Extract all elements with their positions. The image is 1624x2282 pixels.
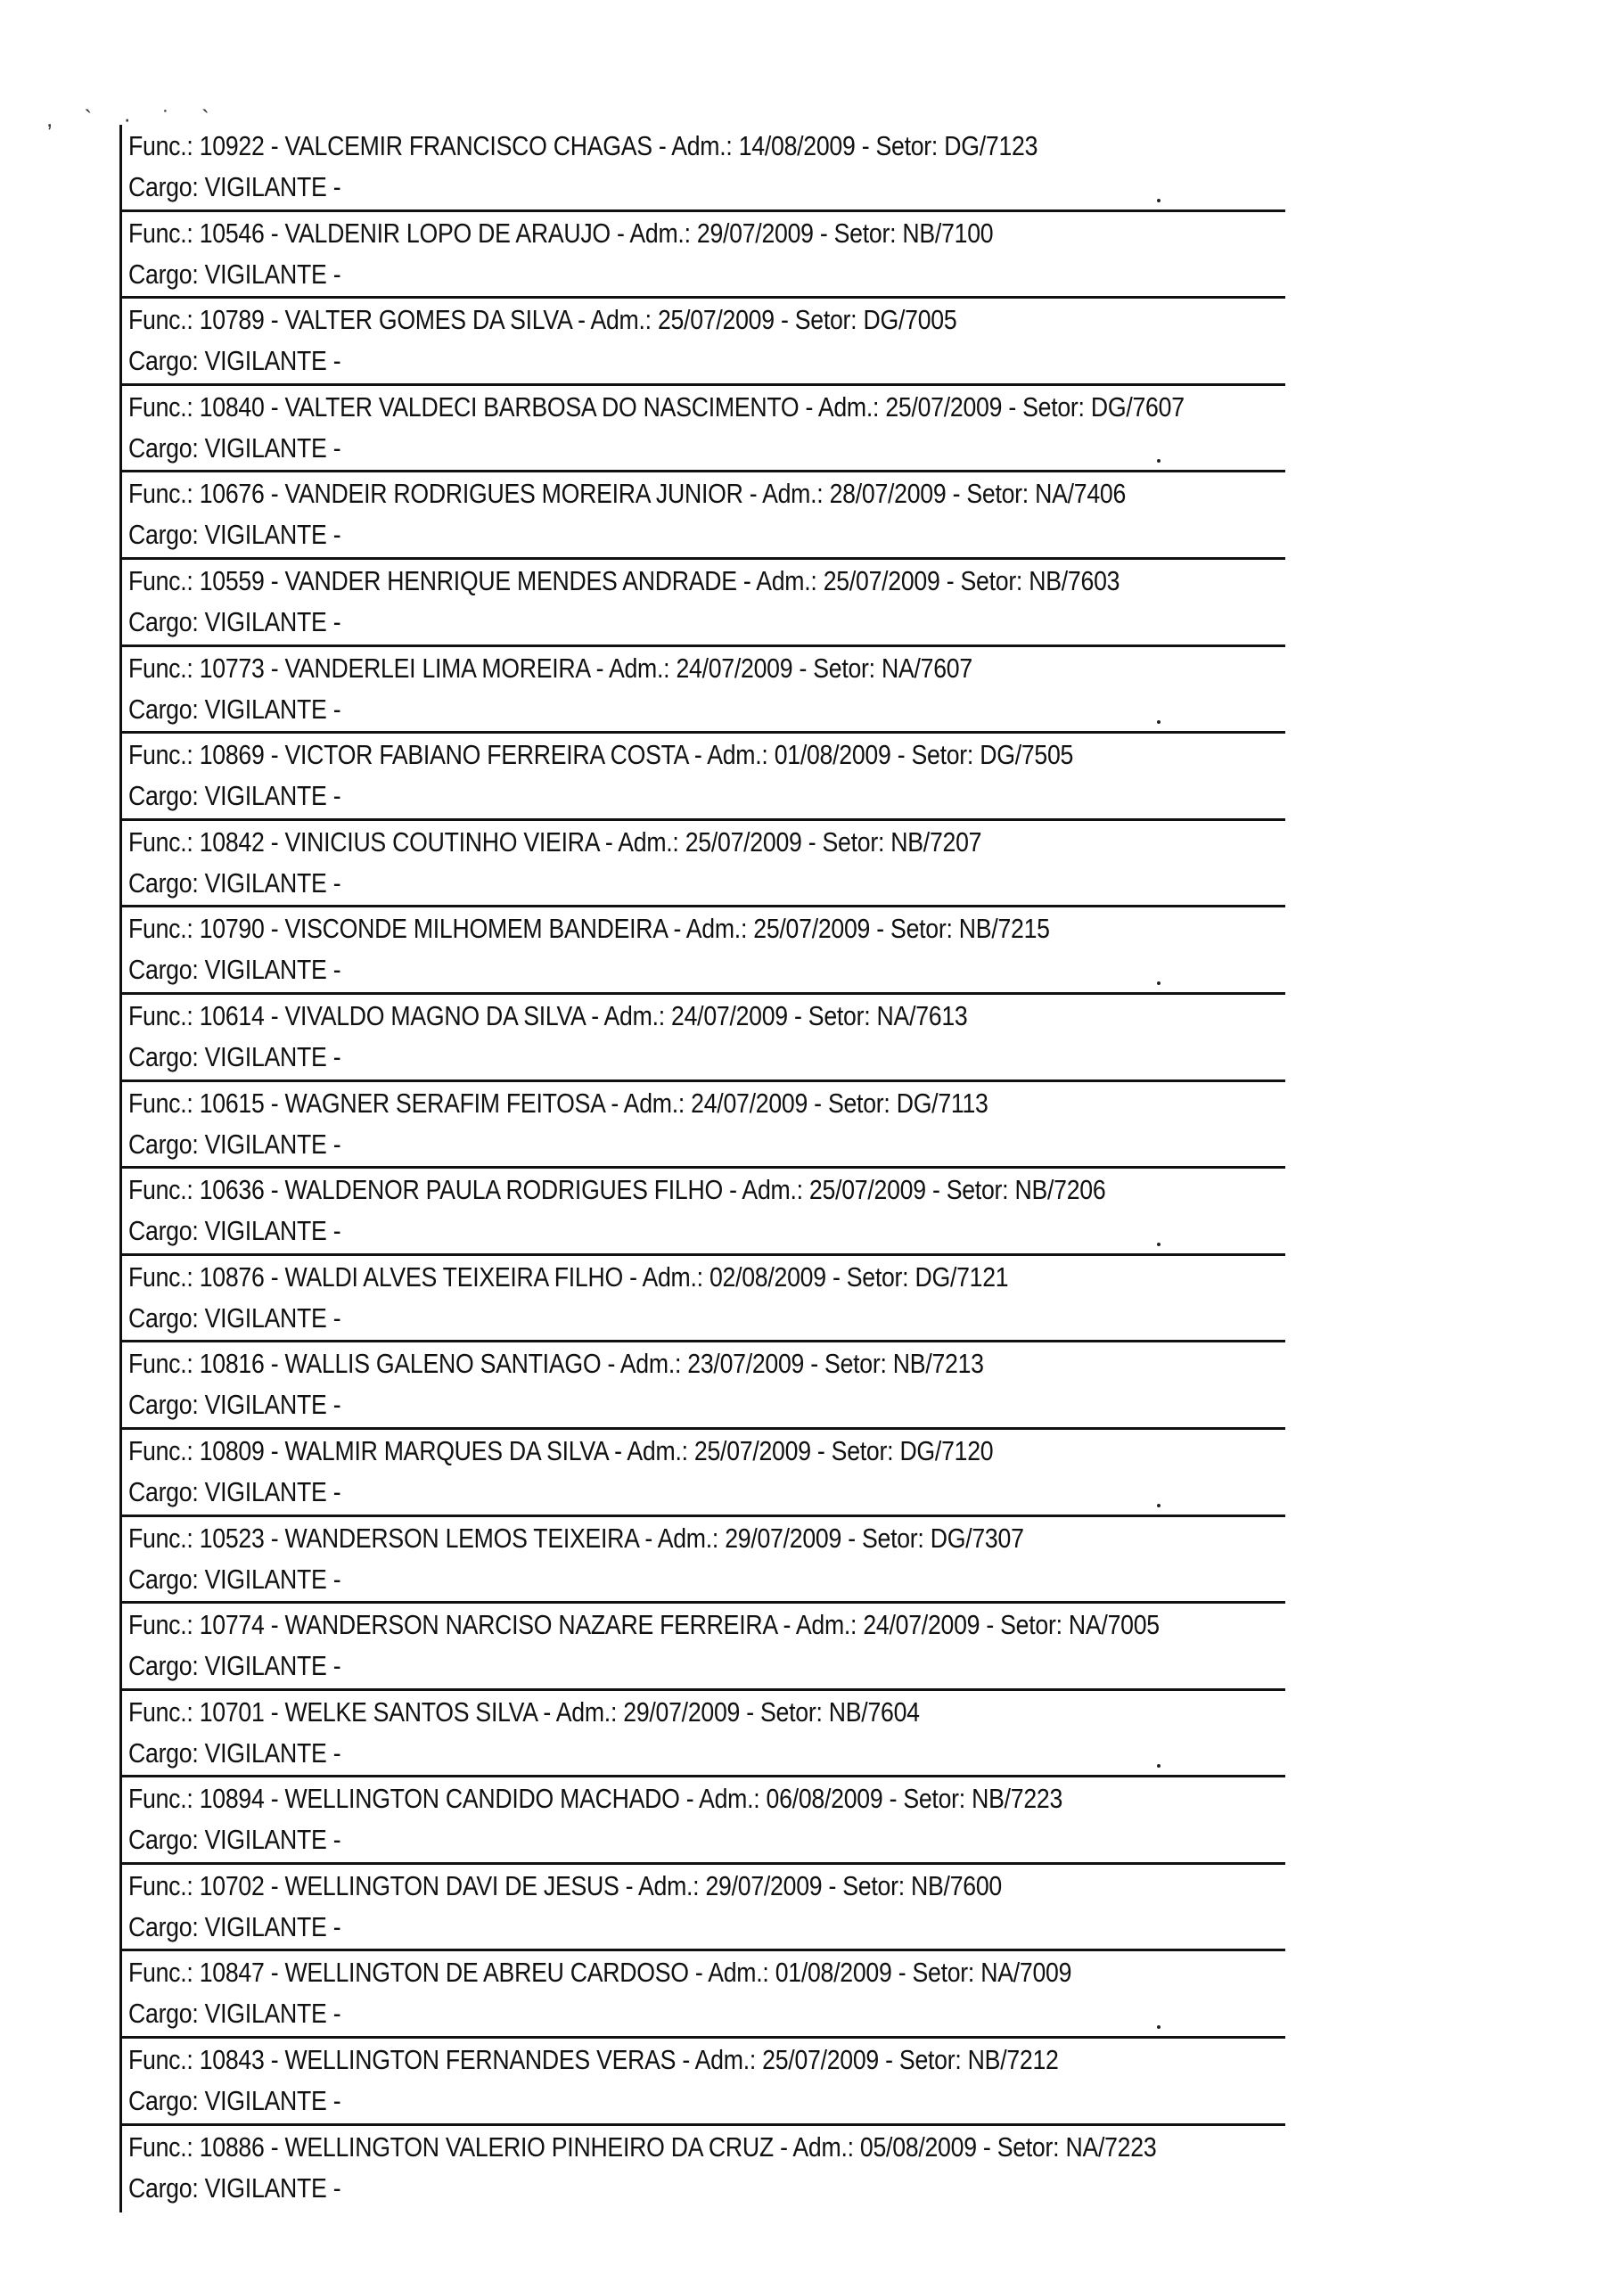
adm-date: 01/08/2009 [775,1957,892,1989]
func-label: Func.: [128,1522,193,1554]
func-number: 10842 [199,825,265,858]
cargo-label: Cargo: [128,1389,199,1421]
scan-speck [1157,1504,1161,1507]
employee-name: VALDENIR LOPO DE ARAUJO [284,217,611,249]
scan-speck [1157,1243,1161,1246]
func-number: 10843 [199,2044,265,2076]
adm-label: Adm.: [629,217,691,249]
func-number: 10847 [199,1957,265,1989]
record-row [122,1169,1285,1256]
employee-name: VANDERLEI LIMA MOREIRA [284,652,590,684]
func-number: 10869 [199,739,265,771]
setor-code: DG/7505 [980,739,1074,771]
func-label: Func.: [128,130,193,161]
func-line: Func.: 10636 - WALDENOR PAULA RODRIGUES FILHO - Adm.: 25/07/2009 - Setor: NB/7206 [128,1174,1106,1206]
cargo-line: Cargo: VIGILANTE - [128,1215,341,1247]
func-line: Func.: 10523 - WANDERSON LEMOS TEIXEIRA - Adm.: 29/07/2009 - Setor: DG/7307 [128,1522,1024,1554]
cargo-line: Cargo: VIGILANTE - [128,693,341,725]
adm-label: Adm.: [623,1087,685,1119]
adm-label: Adm.: [657,1522,719,1554]
func-label: Func.: [128,390,193,423]
adm-date: 28/07/2009 [829,478,947,510]
cargo-line: Cargo: VIGILANTE - [128,1128,341,1160]
adm-date: 05/08/2009 [859,2130,977,2163]
setor-label: Setor: [824,1348,887,1380]
cargo-value: VIGILANTE [204,1475,327,1507]
cargo-label: Cargo: [128,171,199,202]
func-label: Func.: [128,2130,193,2163]
cargo-line: Cargo: VIGILANTE - [128,1040,341,1072]
setor-label: Setor: [898,2044,962,2076]
func-number: 10701 [199,1695,265,1728]
adm-label: Adm.: [708,1957,769,1989]
employee-record-list [119,125,1285,2212]
adm-label: Adm.: [627,1434,688,1466]
cargo-label: Cargo: [128,1736,199,1769]
cargo-line: Cargo: VIGILANTE - [128,2171,341,2204]
cargo-line: Cargo: VIGILANTE - [128,345,341,377]
cargo-line: Cargo: VIGILANTE - [128,1389,341,1421]
adm-date: 29/07/2009 [623,1695,741,1728]
func-number: 10790 [199,913,265,945]
cargo-line: Cargo: VIGILANTE - [128,1301,341,1334]
adm-date: 29/07/2009 [725,1522,842,1554]
func-label: Func.: [128,1174,193,1206]
adm-label: Adm.: [756,564,817,596]
func-line: Func.: 10922 - VALCEMIR FRANCISCO CHAGAS - Adm.: 14/08/2009 - Setor: DG/7123 [128,130,1038,161]
cargo-value: VIGILANTE [204,431,327,464]
scan-speck [1157,199,1161,202]
func-line: Func.: 10842 - VINICIUS COUTINHO VIEIRA - Adm.: 25/07/2009 - Setor: NB/7207 [128,825,982,858]
cargo-label: Cargo: [128,1824,199,1856]
setor-label: Setor: [1000,1609,1062,1641]
adm-label: Adm.: [619,1348,682,1380]
cargo-value: VIGILANTE [204,1389,327,1421]
adm-label: Adm.: [618,825,679,858]
employee-name: WELLINGTON CANDIDO MACHADO [284,1783,680,1815]
scan-marks: , ` · ˙ ` [46,105,222,132]
employee-name: WELLINGTON FERNANDES VERAS [284,2044,677,2076]
func-label: Func.: [128,1348,193,1380]
employee-name: WALMIR MARQUES DA SILVA [284,1434,608,1466]
func-line: Func.: 10559 - VANDER HENRIQUE MENDES ANDRADE - Adm.: 25/07/2009 - Setor: NB/7603 [128,564,1120,596]
setor-label: Setor: [903,1783,965,1815]
record-row [122,2039,1285,2126]
employee-name: VALCEMIR FRANCISCO CHAGAS [284,130,652,161]
setor-label: Setor: [960,564,1023,596]
record-row [122,1082,1285,1170]
adm-date: 24/07/2009 [676,652,793,684]
adm-label: Adm.: [707,739,768,771]
func-label: Func.: [128,739,193,771]
cargo-label: Cargo: [128,345,199,377]
cargo-label: Cargo: [128,1475,199,1507]
cargo-value: VIGILANTE [204,2085,327,2117]
adm-date: 25/07/2009 [685,825,802,858]
func-line: Func.: 10546 - VALDENIR LOPO DE ARAUJO - Adm.: 29/07/2009 - Setor: NB/7100 [128,217,994,249]
setor-code: DG/7123 [944,130,1038,161]
cargo-line: Cargo: VIGILANTE - [128,1650,341,1682]
setor-code: NA/7607 [881,652,972,684]
cargo-line: Cargo: VIGILANTE - [128,1824,341,1856]
func-label: Func.: [128,999,193,1031]
setor-label: Setor: [912,1957,975,1989]
func-label: Func.: [128,1695,193,1728]
func-number: 10789 [199,304,265,336]
cargo-value: VIGILANTE [204,1563,327,1595]
cargo-value: VIGILANTE [204,693,327,725]
cargo-label: Cargo: [128,954,199,986]
setor-label: Setor: [794,304,857,336]
func-line: Func.: 10876 - WALDI ALVES TEIXEIRA FILHO - Adm.: 02/08/2009 - Setor: DG/7121 [128,1260,1009,1293]
setor-label: Setor: [827,1087,890,1119]
func-number: 10816 [199,1348,265,1380]
cargo-value: VIGILANTE [204,2171,327,2204]
setor-code: NB/7603 [1029,564,1120,596]
setor-code: DG/7005 [863,304,957,336]
adm-label: Adm.: [699,1783,760,1815]
cargo-line: Cargo: VIGILANTE - [128,605,341,637]
scan-speck [1157,1764,1161,1768]
cargo-value: VIGILANTE [204,780,327,812]
cargo-value: VIGILANTE [204,258,327,290]
func-number: 10615 [199,1087,265,1119]
func-number: 10523 [199,1522,265,1554]
setor-code: DG/7120 [899,1434,994,1466]
func-number: 10876 [199,1260,265,1293]
employee-name: WELLINGTON VALERIO PINHEIRO DA CRUZ [284,2130,774,2163]
scan-speck [1157,981,1161,985]
adm-label: Adm.: [742,1174,803,1206]
adm-date: 25/07/2009 [885,390,1003,423]
adm-label: Adm.: [642,1260,703,1293]
setor-label: Setor: [813,652,875,684]
setor-code: NA/7005 [1068,1609,1160,1641]
func-label: Func.: [128,1260,193,1293]
setor-label: Setor: [808,999,871,1031]
cargo-line: Cargo: VIGILANTE - [128,1998,341,2030]
func-number: 10676 [199,478,265,510]
record-row [122,212,1285,300]
func-line: Func.: 10615 - WAGNER SERAFIM FEITOSA - Adm.: 24/07/2009 - Setor: DG/7113 [128,1087,988,1119]
func-number: 10886 [199,2130,265,2163]
setor-label: Setor: [831,1434,894,1466]
cargo-value: VIGILANTE [204,1040,327,1072]
scan-speck [1157,2025,1161,2029]
record-row [122,1342,1285,1430]
adm-date: 25/07/2009 [762,2044,880,2076]
func-line: Func.: 10702 - WELLINGTON DAVI DE JESUS - Adm.: 29/07/2009 - Setor: NB/7600 [128,1869,1002,1901]
cargo-line: Cargo: VIGILANTE - [128,780,341,812]
func-line: Func.: 10843 - WELLINGTON FERNANDES VERAS - Adm.: 25/07/2009 - Setor: NB/7212 [128,2044,1059,2076]
func-line: Func.: 10840 - VALTER VALDECI BARBOSA DO NASCIMENTO - Adm.: 25/07/2009 - Setor: DG/7607 [128,390,1185,423]
func-label: Func.: [128,1434,193,1466]
cargo-value: VIGILANTE [204,519,327,551]
record-row [122,560,1285,647]
cargo-label: Cargo: [128,780,199,812]
record-row [122,1691,1285,1778]
cargo-label: Cargo: [128,1215,199,1247]
setor-code: NB/7600 [911,1869,1002,1901]
func-number: 10773 [199,652,265,684]
scan-speck [1157,459,1161,463]
cargo-value: VIGILANTE [204,1736,327,1769]
employee-name: WANDERSON LEMOS TEIXEIRA [284,1522,639,1554]
record-row [122,299,1285,386]
func-label: Func.: [128,564,193,596]
setor-code: NB/7223 [972,1783,1063,1815]
employee-name: WALDI ALVES TEIXEIRA FILHO [284,1260,623,1293]
setor-code: NB/7100 [902,217,994,249]
func-number: 10559 [199,564,265,596]
adm-date: 25/07/2009 [693,1434,811,1466]
cargo-value: VIGILANTE [204,605,327,637]
func-number: 10809 [199,1434,265,1466]
cargo-label: Cargo: [128,1650,199,1682]
record-row [122,125,1285,212]
cargo-line: Cargo: VIGILANTE - [128,1910,341,1942]
adm-label: Adm.: [608,652,670,684]
cargo-label: Cargo: [128,1301,199,1334]
cargo-label: Cargo: [128,2085,199,2117]
setor-code: DG/7607 [1090,390,1185,423]
setor-code: NA/7009 [980,1957,1072,1989]
func-line: Func.: 10869 - VICTOR FABIANO FERREIRA COSTA - Adm.: 01/08/2009 - Setor: DG/7505 [128,739,1074,771]
setor-label: Setor: [890,913,953,945]
func-label: Func.: [128,825,193,858]
record-row [122,1865,1285,1952]
record-row [122,1951,1285,2039]
employee-name: WELLINGTON DE ABREU CARDOSO [284,1957,689,1989]
cargo-value: VIGILANTE [204,1215,327,1247]
func-line: Func.: 10886 - WELLINGTON VALERIO PINHEIRO DA CRUZ - Adm.: 05/08/2009 - Setor: NA/7223 [128,2130,1157,2163]
cargo-label: Cargo: [128,1910,199,1942]
setor-code: NA/7406 [1035,478,1127,510]
adm-label: Adm.: [671,130,733,161]
func-label: Func.: [128,652,193,684]
adm-label: Adm.: [762,478,824,510]
record-row [122,1604,1285,1691]
cargo-value: VIGILANTE [204,1998,327,2030]
func-label: Func.: [128,913,193,945]
cargo-value: VIGILANTE [204,866,327,899]
setor-label: Setor: [846,1260,909,1293]
cargo-value: VIGILANTE [204,1824,327,1856]
cargo-value: VIGILANTE [204,1128,327,1160]
employee-name: WELLINGTON DAVI DE JESUS [284,1869,619,1901]
setor-code: NB/7207 [890,825,982,858]
cargo-label: Cargo: [128,1998,199,2030]
func-number: 10894 [199,1783,265,1815]
employee-name: WALDENOR PAULA RODRIGUES FILHO [284,1174,723,1206]
cargo-line: Cargo: VIGILANTE - [128,866,341,899]
setor-code: NB/7213 [892,1348,984,1380]
adm-date: 25/07/2009 [753,913,871,945]
adm-label: Adm.: [694,2044,756,2076]
func-line: Func.: 10847 - WELLINGTON DE ABREU CARDOSO - Adm.: 01/08/2009 - Setor: NA/7009 [128,1957,1072,1989]
func-number: 10546 [199,217,265,249]
cargo-label: Cargo: [128,431,199,464]
func-label: Func.: [128,2044,193,2076]
setor-code: NB/7604 [828,1695,920,1728]
adm-label: Adm.: [792,2130,854,2163]
func-line: Func.: 10809 - WALMIR MARQUES DA SILVA - Adm.: 25/07/2009 - Setor: DG/7120 [128,1434,994,1466]
adm-date: 25/07/2009 [657,304,775,336]
func-number: 10922 [199,130,265,161]
setor-label: Setor: [966,478,1029,510]
setor-label: Setor: [833,217,897,249]
cargo-label: Cargo: [128,1563,199,1595]
adm-date: 24/07/2009 [863,1609,980,1641]
func-label: Func.: [128,217,193,249]
cargo-value: VIGILANTE [204,1910,327,1942]
setor-code: NA/7613 [876,999,968,1031]
cargo-label: Cargo: [128,693,199,725]
adm-date: 06/08/2009 [766,1783,883,1815]
scan-speck [1157,720,1161,724]
adm-label: Adm.: [603,999,665,1031]
setor-label: Setor: [861,1522,924,1554]
adm-label: Adm.: [795,1609,857,1641]
record-row [122,821,1285,908]
cargo-value: VIGILANTE [204,1301,327,1334]
employee-name: VALTER GOMES DA SILVA [284,304,571,336]
cargo-value: VIGILANTE [204,345,327,377]
employee-name: VISCONDE MILHOMEM BANDEIRA [284,913,668,945]
func-label: Func.: [128,1087,193,1119]
cargo-line: Cargo: VIGILANTE - [128,1475,341,1507]
setor-code: DG/7113 [896,1087,988,1119]
adm-label: Adm.: [637,1869,700,1901]
adm-date: 23/07/2009 [687,1348,805,1380]
employee-name: VANDEIR RODRIGUES MOREIRA JUNIOR [284,478,743,510]
cargo-label: Cargo: [128,605,199,637]
employee-name: VICTOR FABIANO FERREIRA COSTA [284,739,688,771]
employee-name: WELKE SANTOS SILVA [284,1695,537,1728]
record-row [122,734,1285,821]
func-line: Func.: 10701 - WELKE SANTOS SILVA - Adm.: 29/07/2009 - Setor: NB/7604 [128,1695,920,1728]
setor-code: DG/7121 [915,1260,1009,1293]
cargo-label: Cargo: [128,1128,199,1160]
cargo-line: Cargo: VIGILANTE - [128,258,341,290]
func-line: Func.: 10614 - VIVALDO MAGNO DA SILVA - Adm.: 24/07/2009 - Setor: NA/7613 [128,999,968,1031]
cargo-line: Cargo: VIGILANTE - [128,519,341,551]
adm-label: Adm.: [685,913,748,945]
adm-label: Adm.: [817,390,880,423]
adm-label: Adm.: [555,1695,618,1728]
func-line: Func.: 10789 - VALTER GOMES DA SILVA - Adm.: 25/07/2009 - Setor: DG/7005 [128,304,957,336]
cargo-line: Cargo: VIGILANTE - [128,1736,341,1769]
cargo-value: VIGILANTE [204,171,327,202]
cargo-label: Cargo: [128,519,199,551]
func-number: 10702 [199,1869,265,1901]
adm-date: 02/08/2009 [709,1260,826,1293]
cargo-line: Cargo: VIGILANTE - [128,171,341,202]
record-row [122,1430,1285,1517]
setor-label: Setor: [911,739,974,771]
cargo-label: Cargo: [128,866,199,899]
employee-name: VINICIUS COUTINHO VIEIRA [284,825,599,858]
func-number: 10614 [199,999,265,1031]
record-row [122,1517,1285,1605]
setor-code: NA/7223 [1065,2130,1157,2163]
setor-code: DG/7307 [930,1522,1024,1554]
func-line: Func.: 10894 - WELLINGTON CANDIDO MACHADO - Adm.: 06/08/2009 - Setor: NB/7223 [128,1783,1063,1815]
func-line: Func.: 10774 - WANDERSON NARCISO NAZARE FERREIRA - Adm.: 24/07/2009 - Setor: NA/7005 [128,1609,1160,1641]
employee-name: WANDERSON NARCISO NAZARE FERREIRA [284,1609,777,1641]
func-number: 10840 [199,390,265,423]
record-row [122,1256,1285,1343]
cargo-value: VIGILANTE [204,954,327,986]
func-label: Func.: [128,1957,193,1989]
cargo-value: VIGILANTE [204,1650,327,1682]
func-label: Func.: [128,478,193,510]
record-row [122,647,1285,735]
func-label: Func.: [128,1869,193,1901]
setor-label: Setor: [875,130,939,161]
setor-label: Setor: [760,1695,823,1728]
setor-label: Setor: [997,2130,1060,2163]
adm-date: 01/08/2009 [774,739,891,771]
cargo-line: Cargo: VIGILANTE - [128,2085,341,2117]
cargo-label: Cargo: [128,1040,199,1072]
setor-label: Setor: [842,1869,905,1901]
func-number: 10636 [199,1174,265,1206]
func-line: Func.: 10773 - VANDERLEI LIMA MOREIRA - Adm.: 24/07/2009 - Setor: NA/7607 [128,652,972,684]
record-row [122,472,1285,560]
func-label: Func.: [128,1783,193,1815]
func-label: Func.: [128,304,193,336]
record-row [122,386,1285,473]
record-row [122,995,1285,1082]
record-row [122,1777,1285,1865]
adm-date: 25/07/2009 [808,1174,926,1206]
cargo-line: Cargo: VIGILANTE - [128,431,341,464]
func-line: Func.: 10790 - VISCONDE MILHOMEM BANDEIRA - Adm.: 25/07/2009 - Setor: NB/7215 [128,913,1050,945]
adm-date: 24/07/2009 [691,1087,808,1119]
adm-date: 29/07/2009 [705,1869,823,1901]
setor-label: Setor: [822,825,885,858]
record-row [122,907,1285,995]
func-number: 10774 [199,1609,265,1641]
employee-name: VIVALDO MAGNO DA SILVA [284,999,586,1031]
setor-label: Setor: [946,1174,1009,1206]
func-line: Func.: 10676 - VANDEIR RODRIGUES MOREIRA JUNIOR - Adm.: 28/07/2009 - Setor: NA/7406 [128,478,1127,510]
employee-name: WALLIS GALENO SANTIAGO [284,1348,602,1380]
employee-name: VALTER VALDECI BARBOSA DO NASCIMENTO [284,390,800,423]
func-line: Func.: 10816 - WALLIS GALENO SANTIAGO - Adm.: 23/07/2009 - Setor: NB/7213 [128,1348,984,1380]
adm-date: 14/08/2009 [738,130,856,161]
cargo-line: Cargo: VIGILANTE - [128,1563,341,1595]
adm-date: 25/07/2009 [823,564,940,596]
func-label: Func.: [128,1609,193,1641]
adm-date: 29/07/2009 [696,217,814,249]
employee-name: VANDER HENRIQUE MENDES ANDRADE [284,564,737,596]
record-row [122,2126,1285,2213]
setor-code: NB/7206 [1014,1174,1106,1206]
cargo-label: Cargo: [128,2171,199,2204]
cargo-line: Cargo: VIGILANTE - [128,954,341,986]
employee-name: WAGNER SERAFIM FEITOSA [284,1087,605,1119]
setor-code: NB/7215 [958,913,1050,945]
setor-label: Setor: [1022,390,1085,423]
adm-label: Adm.: [590,304,652,336]
adm-date: 24/07/2009 [671,999,788,1031]
setor-code: NB/7212 [967,2044,1059,2076]
cargo-label: Cargo: [128,258,199,290]
